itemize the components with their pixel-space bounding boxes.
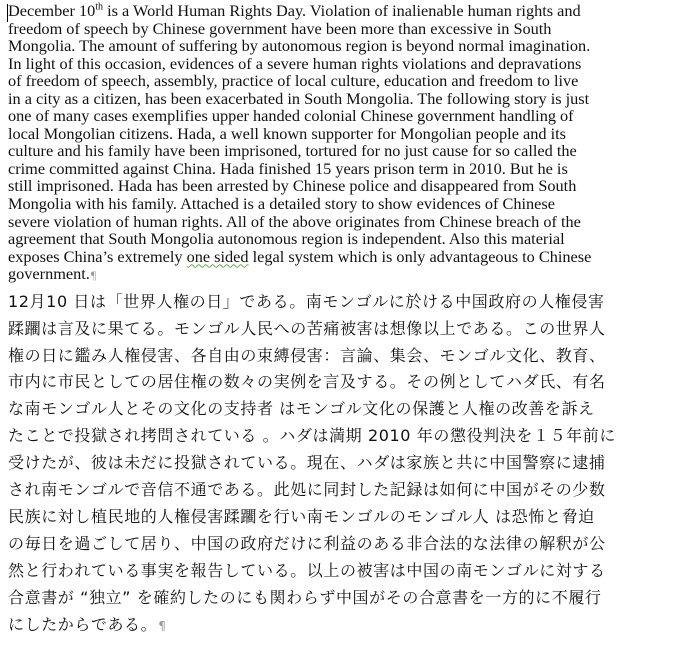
english-line: freedom of speech by Chinese government have been more than excessive in South xyxy=(8,18,552,38)
japanese-paragraph xyxy=(8,289,692,640)
pilcrow-icon: ¶ xyxy=(158,618,167,633)
english-line: severe violation of human rights. All of the above originates from Chinese breach of the xyxy=(8,211,581,231)
english-line: crime committed against China. Hada finished 15 years prison term in 2010. But he is xyxy=(8,158,568,178)
japanese-line: され南モンゴルで音信不通である。此処に同封した記録は如何に中国がその少数 xyxy=(8,480,606,500)
japanese-line: 12月10 日は「世界人権の日」である。南モンゴルに於ける中国政府の人権侵害 xyxy=(8,291,605,311)
english-line: Mongolia. The amount of suffering by autonomous region is beyond normal imagination. xyxy=(8,36,591,56)
english-lead-text: December 10 xyxy=(8,1,96,20)
english-line: In light of this occasion, evidences of a severe human rights violations and depravations xyxy=(8,53,582,73)
japanese-text: にしたからである。 xyxy=(8,614,158,634)
english-line-1 xyxy=(8,2,692,20)
english-lead-rest: is a World Human Rights Day. Violation of inalienable human rights and xyxy=(103,1,581,20)
japanese-line: 受けたが、彼は未だに投獄されている。現在、ハダは家族と共に中国警察に逮捕 xyxy=(8,453,606,473)
english-paragraph xyxy=(8,0,692,285)
english-line: still imprisoned. Hada has been arrested by Chinese police and disappeared from South xyxy=(8,176,577,196)
japanese-line: な南モンゴル人とその文化の支持者 はモンゴル文化の保護と人権の改善を訴え xyxy=(8,399,595,419)
document-body[interactable] xyxy=(8,0,692,640)
english-line: Mongolia with his family. Attached is a detailed story to show evidences of Chinese xyxy=(8,194,555,214)
japanese-line: たことで投獄され拷問されている 。ハダは満期 2010 年の懲役判決を１５年前に xyxy=(8,426,616,446)
japanese-line: 然と行われている事実を報告している。以上の被害は中国の南モンゴルに対する xyxy=(8,560,606,580)
pilcrow-icon: ¶ xyxy=(90,268,97,283)
english-line: local Mongolian citizens. Hada, a well known supporter for Mongolian people and its xyxy=(8,123,566,143)
japanese-line: 民族に対し植民地的人権侵害蹂躙を行い南モンゴルのモンゴル人 は恐怖と脅迫 xyxy=(8,507,595,526)
english-text: legal system which is only advantageous to Chinese xyxy=(248,246,592,266)
japanese-line: 蹂躙は言及に果てる。モンゴル人民への苦痛被害は想像以上である。この世界人 xyxy=(8,318,606,338)
japanese-line: 市内に市民としての居住権の数々の実例を言及する。その例としてハダ氏、有名 xyxy=(8,372,606,392)
english-line-last xyxy=(8,265,692,285)
japanese-line: 権の日に鑑み人権侵害、各自由の束縛侵害：言論、集会、モンゴル文化、教育、 xyxy=(8,345,606,365)
japanese-line: の毎日を過ごして居り、中国の政府だけに利益のある非合法的な法律の解釈が公 xyxy=(8,533,606,553)
spellcheck-underlined-text: one sided xyxy=(186,246,249,266)
english-line: of freedom of speech, assembly, practice of local culture, education and freedom to live xyxy=(8,71,579,91)
japanese-line: 合意書が “独立” を確約したのにも関わらず中国がその合意書を一方的に不履行 xyxy=(8,587,602,607)
english-line: one of many cases exemplifies upper handed colonial Chinese government handling of xyxy=(8,106,574,126)
english-line: in a city as a citizen, has been exacerbated in South Mongolia. The following story is just xyxy=(8,88,590,108)
english-text: exposes China’s extremely xyxy=(8,246,187,266)
english-line: culture and his family have been imprisoned, tortured for no just cause for so called the xyxy=(8,141,577,161)
english-text: government. xyxy=(8,264,90,284)
english-line-second-last xyxy=(8,248,692,266)
ordinal-superscript: th xyxy=(95,1,104,13)
english-line: agreement that South Mongolia autonomous region is independent. Also this material xyxy=(8,229,565,249)
japanese-line-last xyxy=(8,612,692,640)
